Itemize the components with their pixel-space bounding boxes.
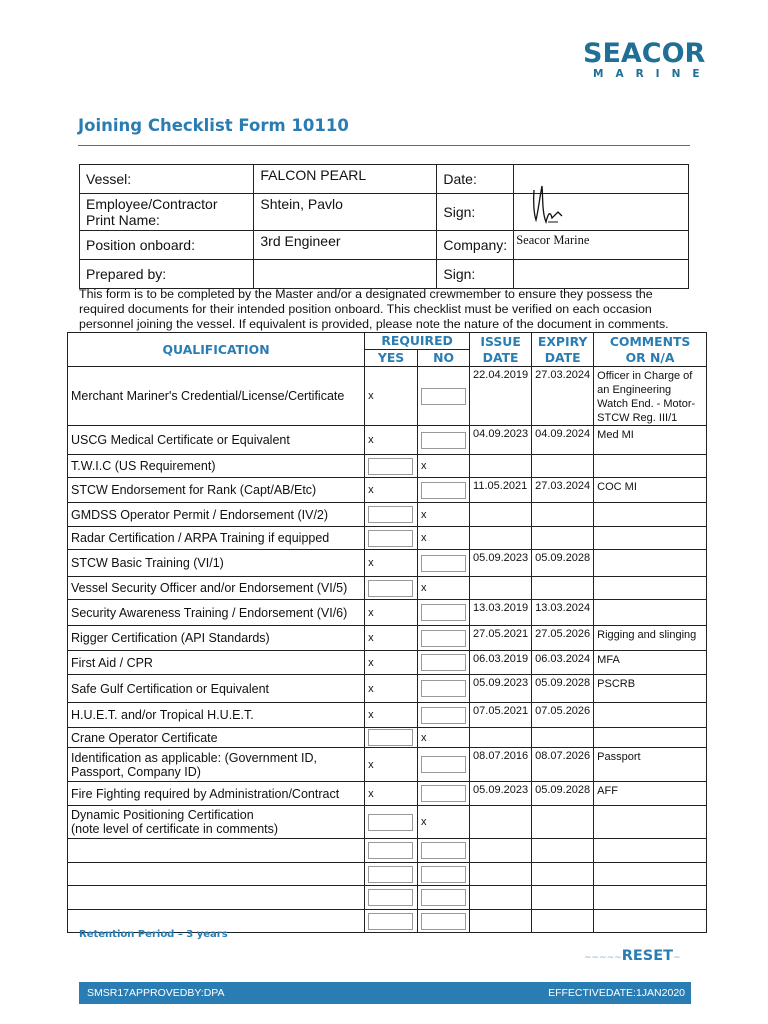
no-cell[interactable] bbox=[418, 806, 470, 839]
comment-cell[interactable] bbox=[594, 455, 707, 478]
yes-checkbox[interactable] bbox=[368, 729, 413, 746]
comments-header-line1: COMMENTS bbox=[609, 333, 691, 349]
yes-cell[interactable] bbox=[365, 651, 418, 675]
issue-date-cell[interactable] bbox=[470, 886, 532, 910]
qualification-cell bbox=[68, 886, 365, 910]
no-cell[interactable] bbox=[418, 577, 470, 600]
prepared-by-label: Prepared by: bbox=[80, 260, 254, 289]
footer-bar bbox=[79, 982, 691, 1004]
no-cell[interactable] bbox=[418, 863, 470, 886]
comment-cell[interactable] bbox=[594, 577, 707, 600]
qualification-cell bbox=[68, 839, 365, 863]
yes-cell[interactable] bbox=[365, 728, 418, 748]
checklist-row bbox=[68, 600, 707, 626]
yes-mark: x bbox=[368, 557, 374, 569]
company-field[interactable] bbox=[514, 231, 689, 260]
checklist-row bbox=[68, 703, 707, 728]
comment-cell[interactable]: Rigging and slinging bbox=[594, 626, 707, 651]
sign-label: Sign: bbox=[437, 194, 514, 231]
no-checkbox[interactable] bbox=[421, 842, 466, 859]
no-checkbox[interactable] bbox=[421, 482, 466, 499]
issue-date-cell[interactable]: 08.07.2016 bbox=[470, 748, 532, 782]
expiry-header-line1: EXPIRY bbox=[537, 333, 588, 349]
expiry-date-cell[interactable]: 08.07.2026 bbox=[532, 748, 594, 782]
info-table bbox=[79, 164, 689, 289]
yes-mark: x bbox=[368, 390, 374, 402]
comment-cell[interactable] bbox=[594, 863, 707, 886]
issue-date-cell[interactable] bbox=[470, 839, 532, 863]
qualification-cell bbox=[68, 703, 365, 728]
yes-cell[interactable] bbox=[365, 782, 418, 806]
yes-cell[interactable] bbox=[365, 426, 418, 455]
yes-cell[interactable] bbox=[365, 910, 418, 933]
qualification-line1: Vessel Security Officer and/or Endorsement (VI/5) bbox=[71, 581, 348, 595]
checklist-row bbox=[68, 626, 707, 651]
qualification-line1: STCW Basic Training (VI/1) bbox=[71, 556, 224, 570]
qualification-cell bbox=[68, 651, 365, 675]
yes-cell[interactable] bbox=[365, 806, 418, 839]
yes-cell[interactable] bbox=[365, 863, 418, 886]
qualification-cell bbox=[68, 478, 365, 503]
expiry-date-cell[interactable]: 05.09.2028 bbox=[532, 782, 594, 806]
no-cell[interactable] bbox=[418, 550, 470, 577]
issue-date-cell[interactable]: 07.05.2021 bbox=[470, 703, 532, 728]
no-checkbox[interactable] bbox=[421, 388, 466, 405]
issue-date-cell[interactable] bbox=[470, 527, 532, 550]
comment-cell[interactable] bbox=[594, 910, 707, 933]
qualification-cell bbox=[68, 748, 365, 782]
expiry-date-cell[interactable] bbox=[532, 886, 594, 910]
yes-checkbox[interactable] bbox=[368, 913, 413, 930]
no-header: NO bbox=[418, 350, 470, 367]
qualification-cell bbox=[68, 367, 365, 426]
qualification-cell bbox=[68, 626, 365, 651]
no-cell[interactable] bbox=[418, 675, 470, 703]
no-checkbox[interactable] bbox=[421, 630, 466, 647]
comment-cell[interactable]: Officer in Charge of an Engineering Watch End. - Motor-STCW Reg. III/1 bbox=[594, 367, 707, 426]
no-mark: x bbox=[421, 508, 427, 521]
issue-date-cell[interactable]: 04.09.2023 bbox=[470, 426, 532, 455]
yes-checkbox[interactable] bbox=[368, 814, 413, 831]
issue-date-cell[interactable]: 05.09.2023 bbox=[470, 675, 532, 703]
retention-period: Retention Period – 3 years bbox=[79, 929, 228, 940]
no-checkbox[interactable] bbox=[421, 707, 466, 724]
no-checkbox[interactable] bbox=[421, 913, 466, 930]
yes-mark: x bbox=[368, 632, 374, 644]
no-cell[interactable] bbox=[418, 478, 470, 503]
comments-header bbox=[594, 333, 707, 367]
no-mark: x bbox=[421, 731, 427, 744]
qualification-cell bbox=[68, 527, 365, 550]
yes-cell[interactable] bbox=[365, 455, 418, 478]
comment-cell[interactable] bbox=[594, 806, 707, 839]
logo-wordmark: SEACOR bbox=[583, 38, 706, 69]
yes-checkbox[interactable] bbox=[368, 506, 413, 523]
reset-wave-left-icon: ~~~~~ bbox=[584, 953, 622, 963]
yes-cell[interactable] bbox=[365, 527, 418, 550]
checklist-row bbox=[68, 748, 707, 782]
no-mark: x bbox=[421, 816, 427, 828]
qualification-line1: Security Awareness Training / Endorsement (VI/6) bbox=[71, 605, 348, 620]
no-mark: x bbox=[421, 532, 427, 544]
employee-label-line1: Employee/Contractor bbox=[86, 196, 218, 212]
issue-date-cell[interactable] bbox=[470, 577, 532, 600]
qualification-cell bbox=[68, 863, 365, 886]
checklist-row bbox=[68, 455, 707, 478]
no-checkbox[interactable] bbox=[421, 432, 466, 449]
qualification-line1: Dynamic Positioning Certification bbox=[71, 808, 254, 822]
no-cell[interactable] bbox=[418, 455, 470, 478]
comment-cell[interactable] bbox=[594, 600, 707, 626]
reset-label: RESET bbox=[621, 948, 674, 964]
yes-checkbox[interactable] bbox=[368, 580, 413, 597]
yes-mark: x bbox=[368, 606, 374, 619]
issue-header-line1: ISSUE bbox=[480, 333, 521, 349]
no-checkbox[interactable] bbox=[421, 866, 466, 883]
expiry-date-cell[interactable] bbox=[532, 839, 594, 863]
yes-checkbox[interactable] bbox=[368, 889, 413, 906]
qualification-cell bbox=[68, 550, 365, 577]
qualification-line1: First Aid / CPR bbox=[71, 655, 153, 670]
comment-cell[interactable] bbox=[594, 527, 707, 550]
qualification-cell bbox=[68, 455, 365, 478]
form-title: Joining Checklist Form 10110 bbox=[78, 116, 349, 135]
qualification-line1: T.W.I.C (US Requirement) bbox=[71, 459, 216, 473]
issue-date-cell[interactable]: 13.03.2019 bbox=[470, 600, 532, 626]
issue-date-cell[interactable] bbox=[470, 455, 532, 478]
qualification-line1: STCW Endorsement for Rank (Capt/AB/Etc) bbox=[71, 483, 317, 497]
expiry-header-line2: DATE bbox=[544, 349, 581, 365]
no-cell[interactable] bbox=[418, 703, 470, 728]
instructions-text: This form is to be completed by the Master and/or a designated crewmember to ensure they possess the required documents for their intended position onboard. This checklist must be verified on each occasion personnel joining the vessel. If equivalent is provided, please note the nature of the document in comments. bbox=[79, 287, 669, 331]
issue-date-cell[interactable] bbox=[470, 863, 532, 886]
yes-cell[interactable] bbox=[365, 839, 418, 863]
yes-mark: x bbox=[368, 484, 374, 496]
qualification-line1: Safe Gulf Certification or Equivalent bbox=[71, 681, 270, 696]
no-cell[interactable] bbox=[418, 527, 470, 550]
company-value: Seacor Marine bbox=[516, 233, 590, 247]
title-divider bbox=[78, 145, 690, 146]
comment-cell[interactable] bbox=[594, 839, 707, 863]
comment-cell[interactable] bbox=[594, 550, 707, 577]
checklist-row bbox=[68, 886, 707, 910]
no-cell[interactable] bbox=[418, 626, 470, 651]
expiry-date-header bbox=[532, 333, 594, 367]
footer-approval: SMSR17APPROVEDBY:DPA bbox=[87, 987, 225, 999]
signature-scribble-icon bbox=[528, 182, 578, 230]
footer-effective-date: EFFECTIVEDATE:1JAN2020 bbox=[548, 987, 685, 999]
no-mark: x bbox=[421, 460, 427, 472]
qualification-line1: Identification as applicable: (Government ID, bbox=[71, 750, 317, 765]
signature2-field[interactable] bbox=[514, 260, 689, 289]
no-cell[interactable] bbox=[418, 651, 470, 675]
company-label: Company: bbox=[437, 231, 514, 260]
yes-mark: x bbox=[368, 787, 374, 800]
no-cell[interactable] bbox=[418, 839, 470, 863]
required-header: REQUIRED bbox=[365, 333, 470, 350]
yes-cell[interactable] bbox=[365, 675, 418, 703]
expiry-date-cell[interactable] bbox=[532, 503, 594, 527]
qualification-line1: H.U.E.T. and/or Tropical H.U.E.T. bbox=[71, 708, 254, 722]
checklist-row bbox=[68, 806, 707, 839]
employee-label-line2: Print Name: bbox=[86, 212, 160, 228]
issue-date-cell[interactable]: 27.05.2021 bbox=[470, 626, 532, 651]
expiry-date-cell[interactable] bbox=[532, 577, 594, 600]
no-cell[interactable] bbox=[418, 910, 470, 933]
qualification-cell bbox=[68, 675, 365, 703]
yes-checkbox[interactable] bbox=[368, 842, 413, 859]
vessel-label: Vessel: bbox=[80, 165, 254, 194]
no-cell[interactable] bbox=[418, 503, 470, 527]
qualification-cell bbox=[68, 806, 365, 839]
reset-wave-right-icon: ~ bbox=[673, 953, 681, 963]
yes-cell[interactable] bbox=[365, 626, 418, 651]
yes-cell[interactable] bbox=[365, 748, 418, 782]
issue-date-header bbox=[470, 333, 532, 367]
checklist-row bbox=[68, 426, 707, 455]
issue-date-cell[interactable] bbox=[470, 806, 532, 839]
seacor-logo bbox=[583, 38, 712, 80]
checklist-row bbox=[68, 651, 707, 675]
expiry-date-cell[interactable] bbox=[532, 910, 594, 933]
qualification-line1: Merchant Mariner's Credential/License/Certificate bbox=[71, 389, 345, 403]
checklist-table bbox=[67, 332, 707, 933]
yes-cell[interactable] bbox=[365, 503, 418, 527]
issue-date-cell[interactable]: 05.09.2023 bbox=[470, 782, 532, 806]
signature-field[interactable] bbox=[514, 194, 689, 231]
comment-cell[interactable] bbox=[594, 886, 707, 910]
comment-cell[interactable]: Med MI bbox=[594, 426, 707, 455]
qualification-cell bbox=[68, 503, 365, 527]
checklist-row bbox=[68, 839, 707, 863]
employee-name-field[interactable]: Shtein, Pavlo bbox=[254, 194, 437, 231]
comment-cell[interactable] bbox=[594, 703, 707, 728]
date-label: Date: bbox=[437, 165, 514, 194]
position-field[interactable]: 3rd Engineer bbox=[254, 231, 437, 260]
no-cell[interactable] bbox=[418, 367, 470, 426]
checklist-row bbox=[68, 577, 707, 600]
issue-date-cell[interactable]: 22.04.2019 bbox=[470, 367, 532, 426]
reset-button[interactable] bbox=[584, 948, 681, 964]
expiry-date-cell[interactable] bbox=[532, 806, 594, 839]
checklist-rows bbox=[68, 367, 707, 933]
yes-mark: x bbox=[368, 758, 374, 771]
comment-cell[interactable]: PSCRB bbox=[594, 675, 707, 703]
no-checkbox[interactable] bbox=[421, 555, 466, 572]
issue-date-cell[interactable] bbox=[470, 728, 532, 748]
expiry-date-cell[interactable] bbox=[532, 527, 594, 550]
checklist-row bbox=[68, 367, 707, 426]
comment-cell[interactable]: MFA bbox=[594, 651, 707, 675]
yes-cell[interactable] bbox=[365, 550, 418, 577]
checklist-row bbox=[68, 503, 707, 527]
qualification-line1: USCG Medical Certificate or Equivalent bbox=[71, 433, 290, 447]
expiry-date-cell[interactable]: 27.03.2024 bbox=[532, 478, 594, 503]
yes-mark: x bbox=[368, 709, 374, 721]
expiry-date-cell[interactable]: 27.03.2024 bbox=[532, 367, 594, 426]
no-cell[interactable] bbox=[418, 600, 470, 626]
qualification-cell bbox=[68, 782, 365, 806]
no-checkbox[interactable] bbox=[421, 680, 466, 697]
checklist-row bbox=[68, 478, 707, 503]
checklist-row bbox=[68, 675, 707, 703]
sign2-label: Sign: bbox=[437, 260, 514, 289]
checklist-row bbox=[68, 527, 707, 550]
comment-cell[interactable] bbox=[594, 503, 707, 527]
yes-cell[interactable] bbox=[365, 600, 418, 626]
yes-cell[interactable] bbox=[365, 703, 418, 728]
qualification-line2: (note level of certificate in comments) bbox=[71, 822, 279, 836]
qualification-cell bbox=[68, 577, 365, 600]
no-checkbox[interactable] bbox=[421, 654, 466, 671]
yes-mark: x bbox=[368, 682, 374, 695]
qualification-line1: Fire Fighting required by Administration/Contract bbox=[71, 786, 340, 801]
vessel-field[interactable]: FALCON PEARL bbox=[254, 165, 437, 194]
no-cell[interactable] bbox=[418, 728, 470, 748]
yes-checkbox[interactable] bbox=[368, 458, 413, 475]
no-checkbox[interactable] bbox=[421, 604, 466, 621]
expiry-date-cell[interactable]: 05.09.2028 bbox=[532, 675, 594, 703]
qualification-line1: Radar Certification / ARPA Training if equipped bbox=[71, 531, 330, 545]
no-checkbox[interactable] bbox=[421, 756, 466, 773]
checklist-row bbox=[68, 863, 707, 886]
qualification-header: QUALIFICATION bbox=[68, 333, 365, 367]
comment-cell[interactable] bbox=[594, 728, 707, 748]
qualification-cell bbox=[68, 426, 365, 455]
yes-cell[interactable] bbox=[365, 577, 418, 600]
qualification-cell bbox=[68, 728, 365, 748]
issue-date-cell[interactable] bbox=[470, 910, 532, 933]
expiry-date-cell[interactable] bbox=[532, 455, 594, 478]
issue-date-cell[interactable]: 05.09.2023 bbox=[470, 550, 532, 577]
no-mark: x bbox=[421, 582, 427, 594]
expiry-date-cell[interactable]: 06.03.2024 bbox=[532, 651, 594, 675]
yes-cell[interactable] bbox=[365, 886, 418, 910]
qualification-line1: GMDSS Operator Permit / Endorsement (IV/2) bbox=[71, 507, 329, 522]
expiry-date-cell[interactable] bbox=[532, 863, 594, 886]
yes-header: YES bbox=[365, 350, 418, 367]
yes-checkbox[interactable] bbox=[368, 866, 413, 883]
yes-mark: x bbox=[368, 434, 374, 446]
checklist-row bbox=[68, 728, 707, 748]
qualification-line2: Passport, Company ID) bbox=[71, 764, 201, 779]
issue-date-cell[interactable]: 11.05.2021 bbox=[470, 478, 532, 503]
yes-checkbox[interactable] bbox=[368, 530, 413, 547]
no-cell[interactable] bbox=[418, 748, 470, 782]
comment-cell[interactable]: Passport bbox=[594, 748, 707, 782]
checklist-row bbox=[68, 782, 707, 806]
comment-cell[interactable]: AFF bbox=[594, 782, 707, 806]
expiry-date-cell[interactable] bbox=[532, 728, 594, 748]
expiry-date-cell[interactable]: 13.03.2024 bbox=[532, 600, 594, 626]
expiry-date-cell[interactable]: 05.09.2028 bbox=[532, 550, 594, 577]
no-checkbox[interactable] bbox=[421, 889, 466, 906]
prepared-by-field[interactable] bbox=[254, 260, 437, 289]
comments-header-line2: OR N/A bbox=[625, 349, 675, 365]
yes-cell[interactable] bbox=[365, 478, 418, 503]
issue-date-cell[interactable] bbox=[470, 503, 532, 527]
issue-date-cell[interactable]: 06.03.2019 bbox=[470, 651, 532, 675]
no-cell[interactable] bbox=[418, 426, 470, 455]
employee-label bbox=[80, 194, 254, 231]
yes-mark: x bbox=[368, 656, 374, 669]
qualification-cell bbox=[68, 600, 365, 626]
expiry-date-cell[interactable]: 07.05.2026 bbox=[532, 703, 594, 728]
no-checkbox[interactable] bbox=[421, 785, 466, 802]
expiry-date-cell[interactable]: 27.05.2026 bbox=[532, 626, 594, 651]
qualification-line1: Crane Operator Certificate bbox=[71, 730, 218, 745]
logo-subtitle: MARINE bbox=[593, 68, 712, 80]
no-cell[interactable] bbox=[418, 886, 470, 910]
checklist-row bbox=[68, 550, 707, 577]
position-label: Position onboard: bbox=[80, 231, 254, 260]
yes-cell[interactable] bbox=[365, 367, 418, 426]
issue-header-line2: DATE bbox=[482, 349, 519, 365]
comment-cell[interactable]: COC MI bbox=[594, 478, 707, 503]
qualification-line1: Rigger Certification (API Standards) bbox=[71, 631, 270, 645]
expiry-date-cell[interactable]: 04.09.2024 bbox=[532, 426, 594, 455]
no-cell[interactable] bbox=[418, 782, 470, 806]
